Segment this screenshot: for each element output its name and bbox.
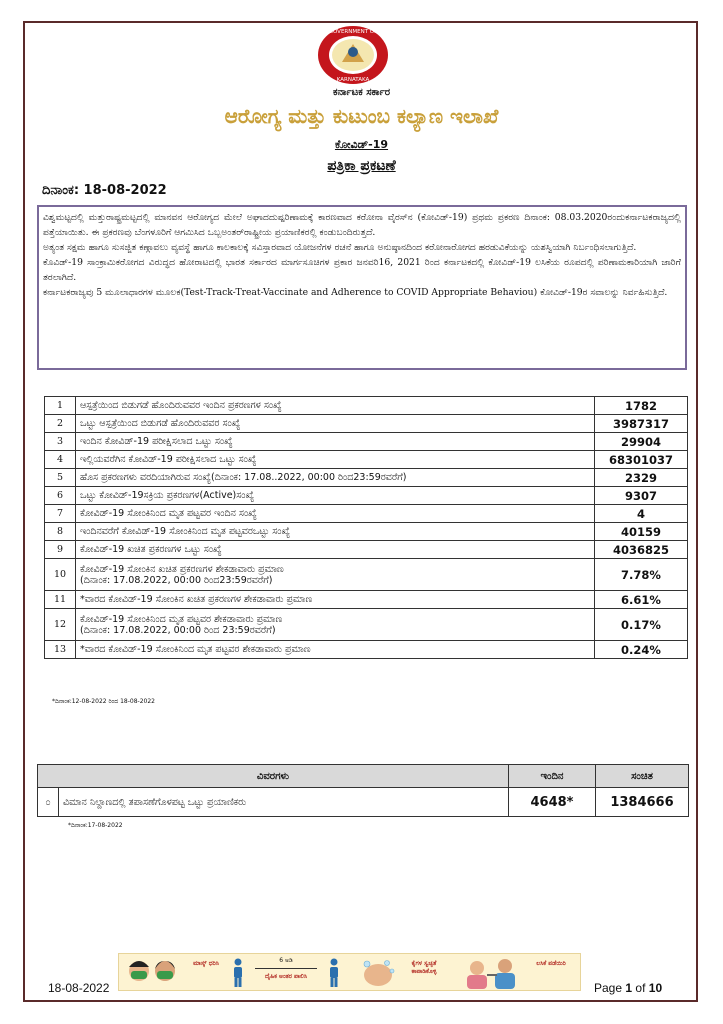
row-number: 1 xyxy=(45,397,76,415)
page-total: 10 xyxy=(648,981,663,995)
table-row xyxy=(45,609,688,641)
table-row xyxy=(45,469,688,487)
row-label: ಆಸ್ಪತ್ರೆಯಿಂದ ಬಿಡುಗಡೆ ಹೊಂದಿರುವವರ ಇಂದಿನ ಪ್ರಕರಣಗಳ ಸಂಖ್ಯೆ xyxy=(76,397,595,415)
page-of: of xyxy=(635,981,646,995)
header-today: ಇಂದಿನ xyxy=(509,765,596,788)
row-value: 4036825 xyxy=(595,541,688,559)
row-label-line: ಕೋವಿಡ್-19 ಸೋಂಕಿನ ಖಚಿತ ಪ್ರಕರಣಗಳ ಶೇಕಡಾವಾರು ಪ್ರಮಾಣ xyxy=(80,563,284,575)
hand-wash-icon xyxy=(357,957,399,989)
table-row xyxy=(45,541,688,559)
intro-paragraph: ವಿಶ್ವಮಟ್ಟದಲ್ಲಿ ಮತ್ತುರಾಷ್ಟ್ರಮಟ್ಟದಲ್ಲಿ ಮಾನವನ ಆರೋಗ್ಯದ ಮೇಲೆ ಅಘಾದದುಷ್ಪರಿಣಾಮಕ್ಕೆ ಕಾರಣವಾದ ಕರೋನಾ ವೈರಸ್‌ನ (ಕೋವಿಡ್-19) ಪ್ರಥಮ ಪ್ರಕರಣ ದಿನಾಂಕ: 08.03.2020ರಂದುಕರ್ನಾಟಕರಾಜ್ಯದಲ್ಲಿ ಪತ್ತೆಯಾಯಿತು. ಈ ಪ್ರಕರಣವು ಬೆಂಗಳೂರಿಗೆ ಆಗಮಿಸಿದ ಒಬ್ಬಅಂತರ್‌ರಾಷ್ಟ್ರೀಯ ಪ್ರಯಾಣಿಕರಲ್ಲಿ ಕಂಡುಬಂದಿರುತ್ತದೆ. xyxy=(43,212,681,238)
flights-footnote: *ದಿನಾಂಕ:17-08-2022 xyxy=(68,822,123,829)
intro-paragraph: ಅತ್ಯಂತ ಸಕ್ಷಮ ಹಾಗೂ ಸುಸಜ್ಜಿತ ಕಣ್ಗಾವಲು ವ್ಯವಸ್ಥೆ ಹಾಗೂ ಕಾಲಕಾಲಕ್ಕೆ ಸವಿಸ್ತಾರವಾದ ಯೋಜನೆಗಳ ರಚನೆ ಹಾಗೂ ಅನುಷ್ಠಾನದಿಂದ ಕರೋನಾರೋಗದ ಹರಡುವಿಕೆಯನ್ನು ಯಶಸ್ವಿಯಾಗಿ ನಿರ್ಬಂಧಿಸಲಾಗುತ್ತಿದೆ. xyxy=(43,242,637,253)
row-value: 1782 xyxy=(595,397,688,415)
row-value: 68301037 xyxy=(595,451,688,469)
row-label: ಹೊಸ ಪ್ರಕರಣಗಳು ವರದಿಯಾಗಿರುವ ಸಂಖ್ಯೆ(ದಿನಾಂಕ: 17.08..2022, 00:00 ರಿಂದ23:59ರವರೆಗೆ) xyxy=(76,469,595,487)
row-value: 40159 xyxy=(595,523,688,541)
cumulative-value: 1384666 xyxy=(596,788,689,817)
page-prefix: Page xyxy=(594,981,623,995)
release-date: ದಿನಾಂಕ: 18-08-2022 xyxy=(42,183,167,198)
hand-wash-text: ಕೈಗಳ ಸ್ವಚ್ಛತೆ ಕಾಪಾಡಿಕೊಳ್ಳಿ xyxy=(411,960,437,975)
row-label: ಇಲ್ಲಿಯವರೆಗಿನ ಕೋವಿಡ್-19 ಪರೀಕ್ಷಿಸಲಾದ ಒಟ್ಟು ಸಂಖ್ಯೆ xyxy=(76,451,595,469)
table-row xyxy=(45,433,688,451)
covid-heading-text: ಕೋವಿಡ್-19 xyxy=(334,138,389,151)
row-value: 7.78% xyxy=(595,559,688,591)
row-label-line: (ದಿನಾಂಕ: 17.08.2022, 00:00 ರಿಂದ23:59ರವರೆಗೆ) xyxy=(80,574,273,586)
row-number: 11 xyxy=(45,591,76,609)
row-label xyxy=(76,609,595,641)
table-row xyxy=(45,559,688,591)
row-number: 12 xyxy=(45,609,76,641)
today-value: 4648* xyxy=(509,788,596,817)
row-number: 13 xyxy=(45,641,76,659)
table-row xyxy=(45,415,688,433)
press-release-text: ಪತ್ರಿಕಾ ಪ್ರಕಟಣೆ xyxy=(327,158,396,174)
intro-box xyxy=(37,205,687,370)
row-label-line: ಕೋವಿಡ್-19 ಸೋಂಕಿನಿಂದ ಮೃತ ಪಟ್ಟವರ ಶೇಕಡಾವಾರು ಪ್ರಮಾಣ xyxy=(80,613,283,625)
press-release-heading xyxy=(0,158,723,174)
distance-top-text: 6 ಅಡಿ xyxy=(279,957,293,964)
page-number xyxy=(594,981,662,995)
table-row xyxy=(45,487,688,505)
covid-stats-table xyxy=(44,396,688,659)
table-row xyxy=(45,397,688,415)
vaccination-icon xyxy=(459,956,525,990)
header-cumulative: ಸಂಚಿತ xyxy=(596,765,689,788)
row-value: 29904 xyxy=(595,433,688,451)
row-value: 4 xyxy=(595,505,688,523)
covid-heading xyxy=(0,138,723,152)
table-row xyxy=(45,451,688,469)
masked-faces-icon xyxy=(125,957,183,989)
row-number: 6 xyxy=(45,487,76,505)
row-number: 3 xyxy=(45,433,76,451)
header-details: ವಿವರಗಳು xyxy=(38,765,509,788)
row-label: ಒಟ್ಟು ಕೋವಿಡ್-19ಸಕ್ರಿಯ ಪ್ರಕರಣಗಳ(Active)ಸಂಖ್ಯೆ xyxy=(76,487,595,505)
row-label: ಕೋವಿಡ್-19 ಖಚಿತ ಪ್ರಕರಣಗಳ ಒಟ್ಟು ಸಂಖ್ಯೆ xyxy=(76,541,595,559)
row-value: 6.61% xyxy=(595,591,688,609)
row-label: *ವಾರದ ಕೋವಿಡ್-19 ಸೋಂಕಿನ ಖಚಿತ ಪ್ರಕರಣಗಳ ಶೇಕಡಾವಾರು ಪ್ರಮಾಣ xyxy=(76,591,595,609)
distance-bottom-text: ದೈಹಿಕ ಅಂತರ ಪಾಲಿಸಿ xyxy=(264,973,308,980)
table-row xyxy=(45,505,688,523)
table-row xyxy=(45,591,688,609)
person-icon xyxy=(231,958,245,988)
row-label-line: (ದಿನಾಂಕ: 17.08.2022, 00:00 ರಿಂದ 23:59ರವರೆಗೆ) xyxy=(80,624,276,636)
department-title: ಆರೋಗ್ಯ ಮತ್ತು ಕುಟುಂಬ ಕಲ್ಯಾಣ ಇಲಾಖೆ xyxy=(224,104,499,128)
row-value: 0.24% xyxy=(595,641,688,659)
seal-top-text: GOVERNMENT OF xyxy=(328,29,378,35)
table-row xyxy=(45,641,688,659)
table-header-row xyxy=(38,765,689,788)
row-label: ಒಟ್ಟು ಆಸ್ಪತ್ರೆಯಿಂದ ಬಿಡುಗಡೆ ಹೊಂದಿರುವವರ ಸಂಖ್ಯೆ xyxy=(76,415,595,433)
covid-awareness-banner xyxy=(118,953,581,991)
row-value: 3987317 xyxy=(595,415,688,433)
page-current: 1 xyxy=(625,981,633,995)
row-label: ಇಂದಿನ ಕೋವಿಡ್-19 ಪರೀಕ್ಷಿಸಲಾದ ಒಟ್ಟು ಸಂಖ್ಯೆ xyxy=(76,433,595,451)
row-number: ೦ xyxy=(38,788,59,817)
karnataka-seal-icon xyxy=(316,24,390,86)
row-label: ಕೋವಿಡ್-19 ಸೋಂಕಿನಿಂದ ಮೃತ ಪಟ್ಟವರ ಇಂದಿನ ಸಂಖ್ಯೆ xyxy=(76,505,595,523)
row-value: 0.17% xyxy=(595,609,688,641)
row-number: 4 xyxy=(45,451,76,469)
row-number: 5 xyxy=(45,469,76,487)
mask-text: ಮಾಸ್ಕ್ ಧರಿಸಿ xyxy=(193,960,219,967)
row-value: 9307 xyxy=(595,487,688,505)
row-value: 2329 xyxy=(595,469,688,487)
seal-bottom-text: KARNATAKA xyxy=(336,77,370,83)
row-label: ಇಂದಿನವರೆಗೆ ಕೋವಿಡ್-19 ಸೋಂಕಿನಿಂದ ಮೃತ ಪಟ್ಟವರಒಟ್ಟು ಸಂಖ್ಯೆ xyxy=(76,523,595,541)
row-number: 10 xyxy=(45,559,76,591)
airport-screening-table xyxy=(37,764,689,817)
vaccine-text: ಲಸಿಕೆ ಪಡೆಯಿರಿ xyxy=(536,960,566,967)
intro-paragraph: ಕರ್ನಾಟಕರಾಜ್ಯವು 5 ಮೂಲಾಧಾರಗಳ ಮೂಲಕ(Test-Track-Treat-Vaccinate and Adherence to COVID Appropriate Behaviou) ಕೋವಿಡ್-19ರ ಸವಾಲನ್ನು ನಿರ್ವಹಿಸುತ್ತಿದೆ. xyxy=(43,287,668,298)
row-number: 8 xyxy=(45,523,76,541)
footer-date: 18-08-2022 xyxy=(48,981,110,995)
row-number: 9 xyxy=(45,541,76,559)
distance-arrow xyxy=(255,968,317,969)
government-label: ಕರ್ನಾಟಕ ಸರ್ಕಾರ xyxy=(332,87,391,98)
table-row xyxy=(45,523,688,541)
stats-footnote: *ದಿನಾಂಕ:12-08-2022 ರಿಂದ 18-08-2022 xyxy=(52,698,155,705)
table-row xyxy=(38,788,689,817)
row-number: 7 xyxy=(45,505,76,523)
row-number: 2 xyxy=(45,415,76,433)
intro-paragraph: ಕೊವಿಡ್-19 ಸಾಂಕ್ರಾಮಿಕರೋಗದ ವಿರುದ್ಧದ ಹೋರಾಟದಲ್ಲಿ ಭಾರತ ಸರ್ಕಾರದ ಮಾರ್ಗಸೂಚಿಗಳ ಪ್ರಕಾರ ಜನವರಿ16, 2021 ರಿಂದ ಕರ್ನಾಟಕದಲ್ಲಿ ಕೋವಿಡ್-19 ಲಸಿಕೆಯ ರೂಪದಲ್ಲಿ ಪರಿಣಾಮಕಾರಿಯಾಗಿ ಜಾರಿಗೆ ತರಲಾಗಿದೆ. xyxy=(43,257,681,283)
row-label: ವಿಮಾನ ನಿಲ್ದಾಣದಲ್ಲಿ ತಪಾಸಣೆಗೊಳಪಟ್ಟ ಒಟ್ಟು ಪ್ರಯಾಣಿಕರು xyxy=(59,788,509,817)
row-label: *ವಾರದ ಕೋವಿಡ್-19 ಸೋಂಕಿನಿಂದ ಮೃತ ಪಟ್ಟವರ ಶೇಕಡಾವಾರು ಪ್ರಮಾಣ xyxy=(76,641,595,659)
person-icon xyxy=(327,958,341,988)
row-label xyxy=(76,559,595,591)
